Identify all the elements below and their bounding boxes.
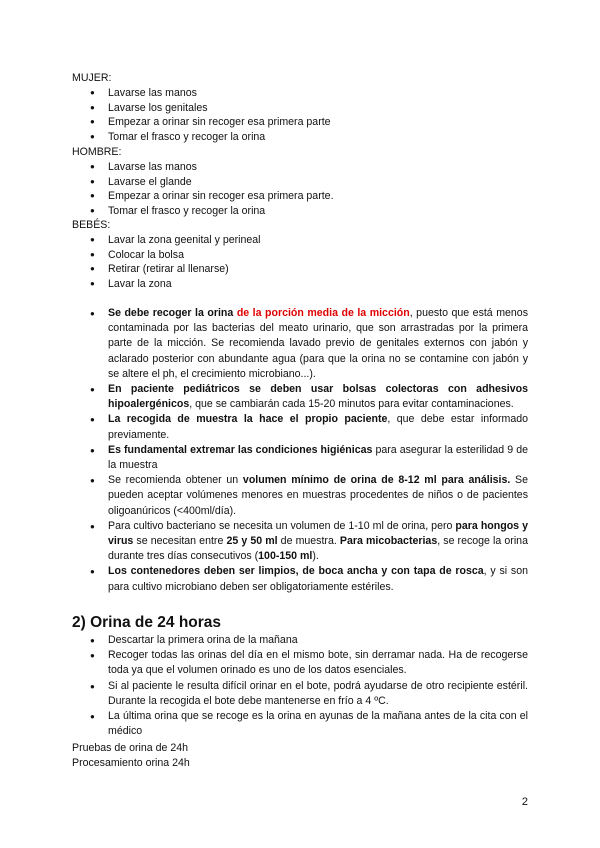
list-item: ● Lavarse las manos (90, 160, 530, 175)
note-item: ● Para cultivo bacteriano se necesita un volumen de 1-10 ml de orina, pero para hongos y virus se necesitan entre 25 y 50 ml de muestra. Para micobacterias, se recoge la orina durante tres días consecutivos (100-150 ml). (90, 519, 528, 565)
list-item: ● Colocar la bolsa (90, 248, 530, 263)
list-item: ● Retirar (retirar al llenarse) (90, 262, 530, 277)
link-pruebas-orina-24h[interactable]: Pruebas de orina de 24h (72, 742, 189, 754)
list-item: ● Empezar a orinar sin recoger esa primera parte. (90, 189, 530, 204)
note-item: ● La recogida de muestra la hace el propio paciente, que debe estar informado previamente. (90, 412, 528, 442)
bebes-heading: BEBÉS: (72, 219, 111, 231)
notes-list (90, 306, 528, 595)
list-item: ● Empezar a orinar sin recoger esa primera parte (90, 115, 530, 130)
note-item: ● Se debe recoger la orina de la porción media de la micción, puesto que está menos contaminada por las bacterias del meato urinario, que son arrastradas por la primera parte de la micción. Se recomienda lavado previo de genitales externos con jabón y aclarado posterior con abundante agua (para que la orina no se contamine con jabón y se altere el ph, el crecimiento microbiano...). (90, 306, 528, 382)
list-item: ● Recoger todas las orinas del día en el mismo bote, sin derramar nada. Ha de recogerse toda ya que el volumen orinado es uno de los datos esenciales. (90, 648, 528, 678)
mujer-list (90, 86, 530, 144)
list-item: ● Lavar la zona (90, 277, 530, 292)
link-procesamiento-orina-24h[interactable]: Procesamiento orina 24h (72, 757, 190, 769)
hombre-heading: HOMBRE: (72, 146, 122, 158)
list-item: ● Descartar la primera orina de la mañana (90, 633, 528, 648)
list-item: ● Lavarse los genitales (90, 101, 530, 116)
hombre-list (90, 160, 530, 218)
mujer-heading: MUJER: (72, 72, 112, 84)
list-item: ● La última orina que se recoge es la orina en ayunas de la mañana antes de la cita con el médico (90, 709, 528, 739)
section-title: 2) Orina de 24 horas (72, 614, 222, 631)
list-item: ● Lavarse las manos (90, 86, 530, 101)
list-item: ● Lavar la zona geenital y perineal (90, 233, 530, 248)
list-item: ● Si al paciente le resulta difícil orinar en el bote, podrá ayudarse de otro recipiente estéril. Durante la recogida el bote debe mantenerse en frío a 4 ºC. (90, 679, 528, 709)
note-item: ● En paciente pediátricos se deben usar bolsas colectoras con adhesivos hipoalergénicos, que se cambiarán cada 15-20 minutos para evitar contaminaciones. (90, 382, 528, 412)
page-number: 2 (521, 796, 528, 808)
bebes-list (90, 233, 530, 291)
list-item: ● Tomar el frasco y recoger la orina (90, 130, 530, 145)
list-item: ● Tomar el frasco y recoger la orina (90, 204, 530, 219)
note-item: ● Es fundamental extremar las condiciones higiénicas para asegurar la esterilidad 9 de la muestra (90, 443, 528, 473)
note-item: ● Se recomienda obtener un volumen mínimo de orina de 8-12 ml para análisis. Se pueden aceptar volúmenes menores en muestras procedentes de niños o de pacientes oligoanúricos (<400ml/día). (90, 473, 528, 519)
section2-list (90, 633, 528, 739)
note-item: ● Los contenedores deben ser limpios, de boca ancha y con tapa de rosca, y si son para cultivo microbiano deben ser obligatoriamente estériles. (90, 564, 528, 594)
list-item: ● Lavarse el glande (90, 175, 530, 190)
